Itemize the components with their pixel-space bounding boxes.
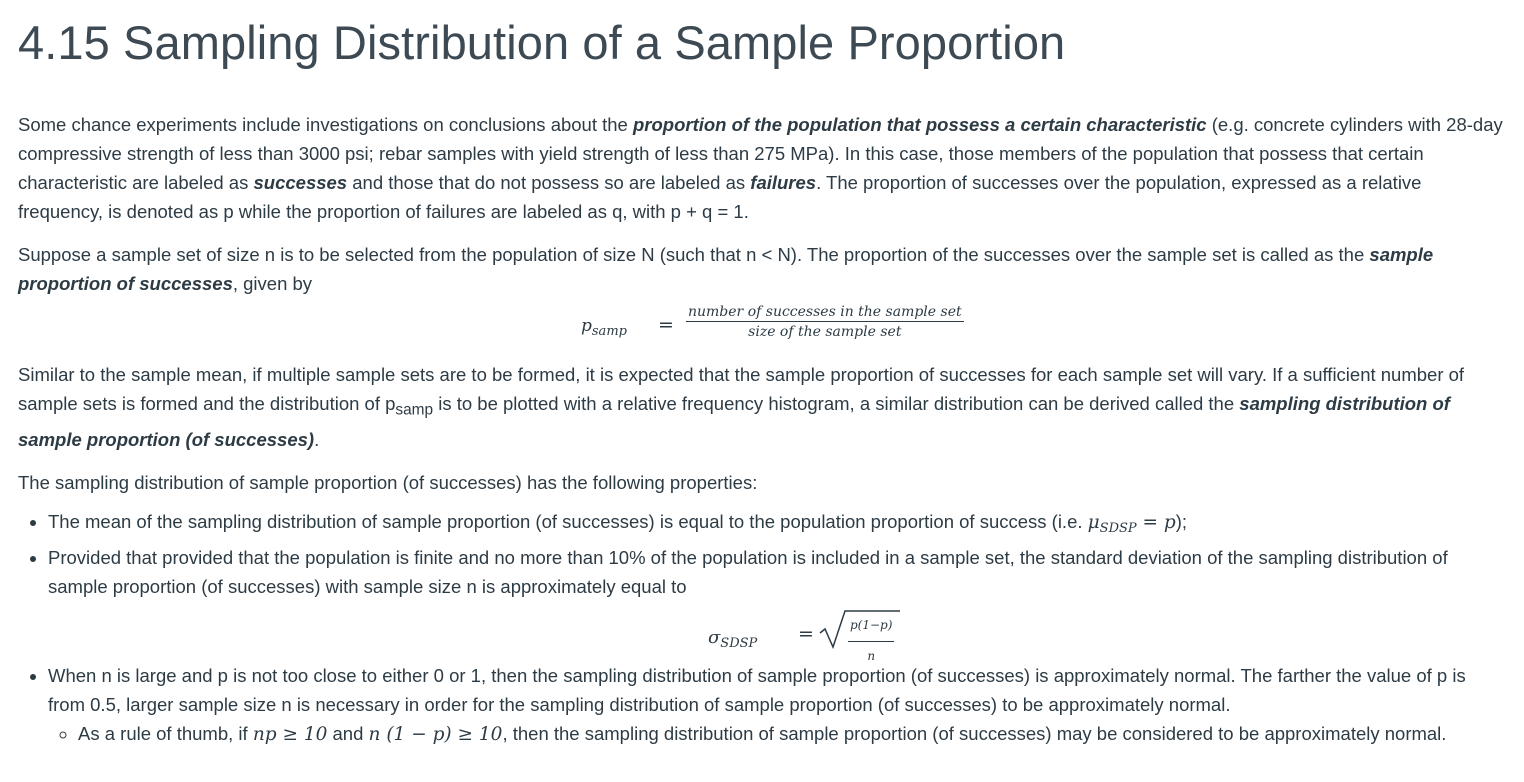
eq1-fraction	[686, 304, 964, 340]
eq1-denominator: size of the sample set	[748, 324, 902, 340]
eq2-lhs: $\sigma_{SDSP}$	[708, 626, 758, 651]
equation-p-samp	[18, 300, 1506, 352]
eq2-equals: =	[798, 622, 814, 645]
paragraph-sampling-distribution: Similar to the sample mean, if multiple sample sets are to be formed, it is expected that the sample proportion of successes for each sample set will vary. If a sufficient number of sample sets is formed and the distribution of $p_{samp}$ is to be plotted with a relative frequency histogram, a similar distribution can be derived called the sampling distribution of sample proportion (of successes).	[18, 364, 1465, 450]
eq2-fraction	[848, 611, 894, 671]
eq2-denominator: n	[867, 648, 876, 663]
eq1-numerator: number of successes in the sample set	[688, 304, 962, 320]
term-successes: successes	[253, 172, 348, 193]
list-item-normality: • When n is large and p is not too close to either 0 or 1, then the sampling distribution of sample proportion (of successes) is approximately normal. The farther the value of p is from 0.5, larger sample size n is necessary in order for the sampling distribution of sample proportion (of successes) to be approximately normal. ◦ As a rule of thumb, if np ≥ 10 and n (1 − p) ≥ 10, then the sampling distribution of sample proportion (of successes) may be considered to be approximately normal.	[48, 661, 1506, 749]
list-item-rule-of-thumb: ◦ As a rule of thumb, if np ≥ 10 and n (1 − p) ≥ 10, then the sampling distribution of sample proportion (of successes) may be considered to be approximately normal.	[78, 719, 1506, 749]
eq2-numerator: p(1−p)	[848, 611, 894, 642]
term-proportion: proportion of the population that possess a certain characteristic	[632, 114, 1207, 135]
paragraph-properties: The sampling distribution of sample proportion (of successes) has the following properties:	[18, 471, 758, 493]
eq1-lhs: $p_{samp}$	[581, 316, 627, 339]
equation-sigma	[48, 601, 1506, 661]
paragraph-intro: Some chance experiments include investigations on conclusions about the proportion of the population that possess a certain characteristic (e.g. concrete cylinders with 28-day compressive strength of less than 3000 psi; rebar samples with yield strength of less than 275 MPa). In this case, those members of the population that possess that certain characteristic are labeled as successes and those that do not possess so are labeled as failures. The proportion of successes over the population, expressed as a relative frequency, is denoted as p while the proportion of failures are labeled as q, with p + q = 1.	[18, 114, 1503, 222]
term-sample-proportion: sample proportion of successes	[18, 244, 1434, 294]
term-sampling-distribution: sampling distribution of sample proportion (of successes)	[18, 393, 1450, 450]
paragraph-sample-set: Suppose a sample set of size n is to be selected from the population of size N (such that n < N). The proportion of the successes over the sample set is called as the sample proportion of successes, given by	[18, 244, 1434, 294]
eq1-equals: =	[658, 314, 674, 336]
list-item-mean: • The mean of the sampling distribution of sample proportion (of successes) is equal to the population proportion of success (i.e. $\mu_{SDSP} = p$);	[48, 507, 1506, 543]
sub-list	[48, 719, 1506, 749]
page-title: 4.15 Sampling Distribution of a Sample Proportion	[18, 16, 1066, 69]
term-failures: failures	[750, 172, 817, 193]
list-item-std-dev: • Provided that provided that the population is finite and no more than 10% of the population is included in a sample set, the standard deviation of the sampling distribution of sample proportion (of successes) with sample size n is approximately equal to $\sigma_{SDSP}$ = $\frac{p(1-p)}{n}$	[48, 543, 1506, 661]
properties-list	[18, 507, 1506, 749]
